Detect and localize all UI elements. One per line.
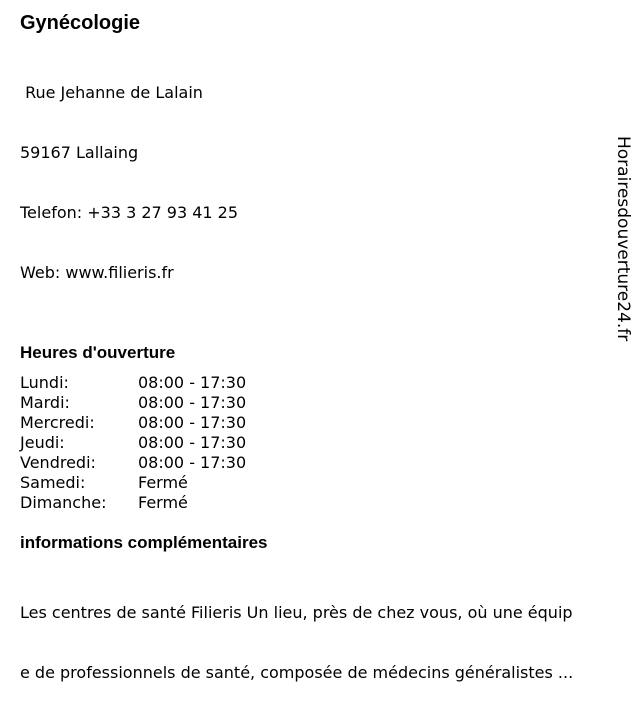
address-block [20,43,620,323]
time-value: 08:00 - 17:30 [138,453,247,472]
opening-hours-table [20,373,620,513]
additional-info-text [20,563,622,723]
site-watermark: Horairesdouverture24.fr [613,136,633,342]
opening-hours-heading: Heures d'ouverture [20,343,176,362]
hours-row-sunday [20,493,620,513]
day-label: Dimanche: [20,493,107,512]
hours-row-wednesday [20,413,620,433]
business-card [20,9,620,723]
hours-row-monday [20,373,620,393]
time-value: 08:00 - 17:30 [138,393,247,412]
info-line: Les centres de santé Filieris Un lieu, près de chez vous, où une équip [20,603,573,622]
info-line: e de professionnels de santé, composée de médecins généralistes ... [20,663,574,682]
day-label: Mardi: [20,393,70,412]
day-label: Vendredi: [20,453,96,472]
time-value: 08:00 - 17:30 [138,413,247,432]
street-address: Rue Jehanne de Lalain [20,83,203,102]
day-label: Jeudi: [20,433,65,452]
additional-info-heading: informations complémentaires [20,533,268,552]
day-label: Lundi: [20,373,69,392]
hours-row-thursday [20,433,620,453]
page-title: Gynécologie [20,12,141,34]
time-value: Fermé [138,493,188,512]
hours-row-saturday [20,473,620,493]
time-value: 08:00 - 17:30 [138,433,247,452]
phone-number: Telefon: +33 3 27 93 41 25 [20,203,239,222]
time-value: 08:00 - 17:30 [138,373,247,392]
website: Web: www.filieris.fr [20,263,174,282]
hours-row-tuesday [20,393,620,413]
city-postcode: 59167 Lallaing [20,143,139,162]
hours-row-friday [20,453,620,473]
time-value: Fermé [138,473,188,492]
day-label: Mercredi: [20,413,95,432]
day-label: Samedi: [20,473,86,492]
